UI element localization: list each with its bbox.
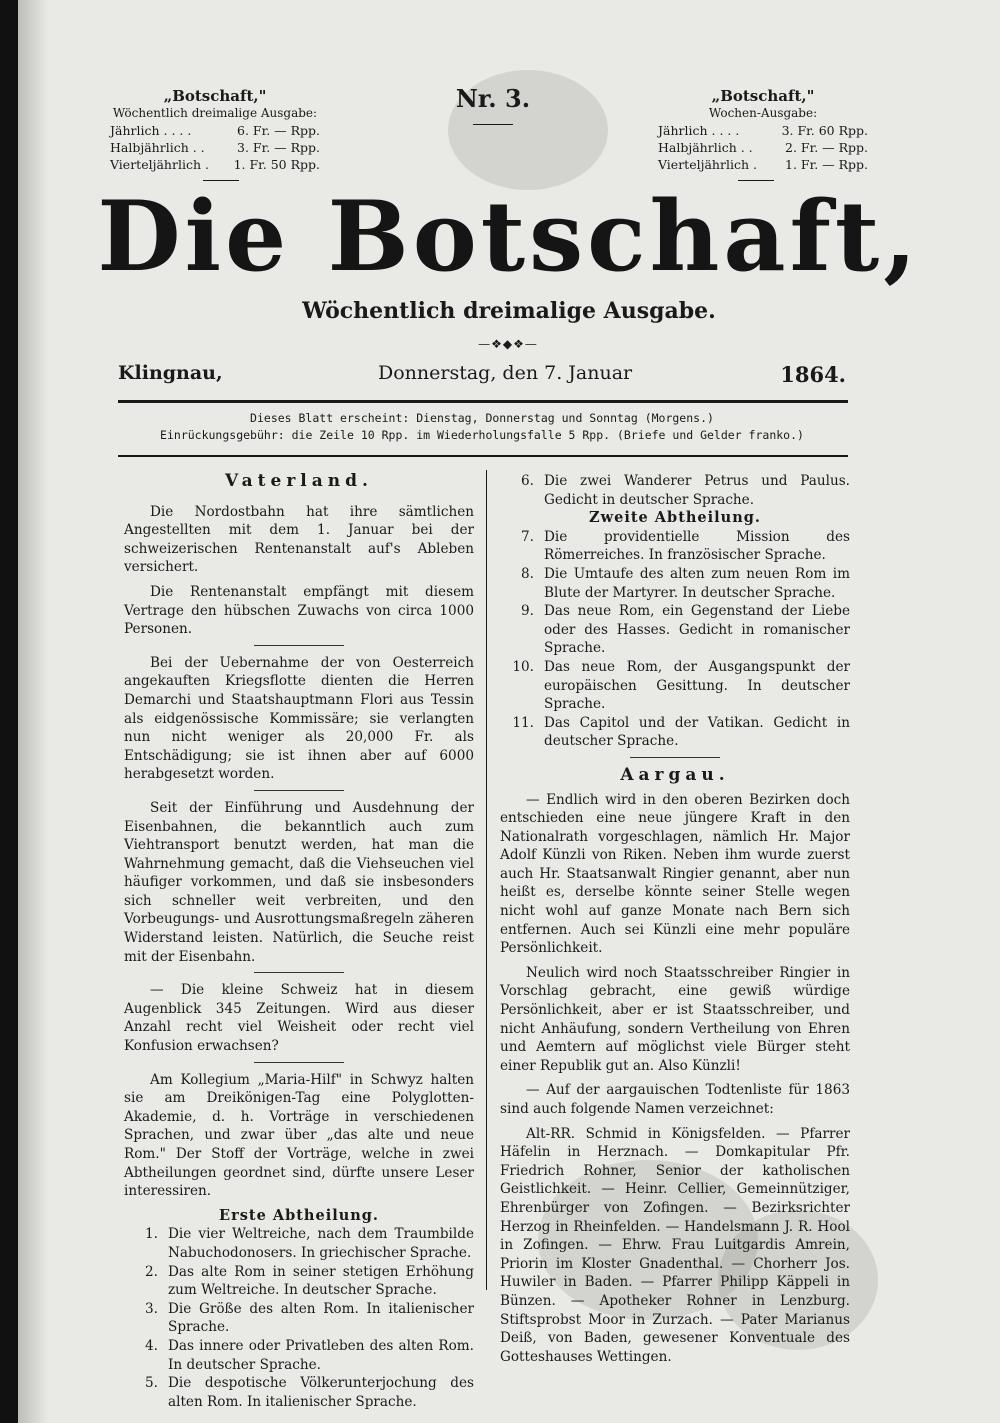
paragraph: — Die kleine Schweiz hat in diesem Augenblick 345 Zeitungen. Wird aus dieser Anzahl recht viel Weisheit oder recht viel Konfusion erwachsen? [124,982,474,1055]
price-row: Jährlich . . . . 6. Fr. — Rpp. [110,123,320,138]
subscription-title: „Botschaft," [711,87,815,105]
list-item: 9. Das neue Rom, ein Gegenstand der Liebe oder des Hasses. Gedicht in romanischer Sprache. [521,603,850,657]
info-line: Dieses Blatt erscheint: Dienstag, Donnerstag und Sonntag (Morgens.) [250,411,714,425]
masthead-subtitle: Wöchentlich dreimalige Ausgabe. [302,298,716,324]
separator [254,972,344,973]
paragraph: Die Rentenanstalt empfängt mit diesem Vertrage den hübschen Zuwachs von circa 1000 Personen. [124,583,474,638]
newspaper-page [18,0,1000,1423]
paragraph: Am Kollegium „Maria-Hilf" in Schwyz halten sie am Dreikönigen-Tag eine Polyglotten-Akademie, d. h. Vorträge in verschiedenen Sprachen, und zwar über „das alte und neue Rom." Der Stoff der Vorträge, welche in zwei Abtheilungen geordnet sind, dürfte unsere Leser interessiren. [124,1071,474,1200]
subscription-box-left [110,88,320,173]
bottom-rule [118,455,848,457]
lecture-list [500,528,850,751]
info-line: Einrückungsgebühr: die Zeile 10 Rpp. im Wiederholungsfalle 5 Rpp. (Briefe und Gelder franko.) [160,428,804,442]
column-rule [486,470,487,1290]
list-item: 6. Die zwei Wanderer Petrus und Paulus. Gedicht in deutscher Sprache. [521,473,850,508]
lecture-list [124,1225,474,1411]
subscription-subtitle: Wochen-Ausgabe: [708,106,818,120]
section-heading: Vaterland. [225,471,373,491]
price-row: Jährlich . . . . 3. Fr. 60 Rpp. [658,123,868,138]
section-heading: Aargau. [620,764,730,785]
lecture-list [500,472,850,509]
separator [254,645,344,646]
list-item: 3. Die Größe des alten Rom. In italienischer Sprache. [145,1300,474,1336]
subsection-heading: Erste Abtheilung. [219,1206,379,1224]
paragraph: Alt-RR. Schmid in Königsfelden. — Pfarrer Häfelin in Herznach. — Domkapitular Pfr. Friedrich Rohner, Senior der katholischen Geistlichkeit. — Heinr. Cellier, Gemeinnütziger, Ehrenbürger von Zofingen. — Bezirksrichter Herzog in Rheinfelden. — Handelsmann J. R. Hool in Zofingen. — Ehrw. Frau Luitgardis Amrein, Priorin im Kloster Gnadenthal. — Chorherr Jos. Huwiler in Baden. — Pfarrer Philipp Käppeli in Bünzen. — Apotheker Rohner in Lenzburg. Stiftsprobst Moor in Zurzach. — Pater Marianus Deiß, von Baden, gewesener Konventuale des Gotteshauses Wettingen. [500,1125,850,1365]
price-row: Vierteljährlich . 1. Fr. 50 Rpp. [110,157,320,172]
list-item: 8. Die Umtaufe des alten zum neuen Rom im Blute der Martyrer. In deutscher Sprache. [521,565,850,601]
paragraph: Bei der Uebernahme der von Oesterreich angekauften Kriegsflotte dienten die Herren Demarchi und Staatshauptmann Flori aus Tessin als eidgenössische Kommissäre; sie verlangten nun nicht weniger als 20,000 Fr. als Entschädigung; sie ist ihnen aber auf 6000 herabgesetzt worden. [124,654,474,783]
top-rule [118,400,848,403]
list-item: 2. Das alte Rom in seiner stetigen Erhöhung zum Weltreiche. In deutscher Sprache. [145,1263,474,1299]
price-row: Halbjährlich . . 2. Fr. — Rpp. [658,140,868,155]
separator [630,757,720,758]
paragraph: Neulich wird noch Staatsschreiber Ringier in Vorschlag gebracht, eine gewiß würdige Persönlichkeit, aber er ist Staatsschreiber, und nicht Anhäufung, sondern Vertheilung von Ehren und Aemtern auf möglichst viele Bürger steht einer Republik gut an. Also Künzli! [500,964,850,1074]
subscription-title: „Botschaft," [163,87,267,105]
paragraph: Seit der Einführung und Ausdehnung der Eisenbahnen, die bekanntlich auch zum Viehtransport benutzt werden, hat man die Wahrnehmung gemacht, daß die Viehseuchen viel häufiger vorkommen, und daß sie insbesonders sich schneller weit verbreiten, und den Vorbeugungs- und Ausrottungsmaßregeln zäheren Widerstand leisten. Natürlich, die Seuche reist mit der Eisenbahn. [124,799,474,965]
list-item: 11. Das Capitol und der Vatikan. Gedicht in deutscher Sprache. [512,714,850,750]
publication-info [118,410,846,444]
list-item: 7. Die providentielle Mission des Römerreiches. In französischer Sprache. [521,528,850,564]
price-row: Vierteljährlich . 1. Fr. — Rpp. [658,157,868,172]
paragraph: — Endlich wird in den oberen Bezirken doch entschieden eine neue jüngere Kraft in den Nationalrath vorgeschlagen, nämlich Hr. Major Adolf Künzli von Riken. Neben ihm wurde zuerst auch Hr. Staatsanwalt Ringier genannt, aber nun heißt es, derselbe könnte seiner Stelle wegen nicht wohl auf ganze Monate nach Bern sich entfernen. Auch sei Künzli eine mehr populäre Persönlichkeit. [500,791,850,957]
left-column [124,472,474,1417]
ornament: —❖◆❖— [478,337,538,351]
list-item: 4. Das innere oder Privatleben des alten Rom. In deutscher Sprache. [145,1337,474,1373]
list-item: 10. Das neue Rom, der Ausgangspunkt der europäischen Gesittung. In deutscher Sprache. [512,658,850,713]
divider [473,124,513,125]
paragraph: — Auf der aargauischen Todtenliste für 1863 sind auch folgende Namen verzeichnet: [500,1082,850,1117]
dateline-place: Klingnau, [118,362,223,384]
subscription-subtitle: Wöchentlich dreimalige Ausgabe: [112,106,318,120]
dateline-year: 1864. [780,362,846,387]
subscription-box-right [658,88,868,173]
price-row: Halbjährlich . . 3. Fr. — Rpp. [110,140,320,155]
dateline [118,362,846,388]
paragraph: Die Nordostbahn hat ihre sämtlichen Angestellten mit dem 1. Januar bei der schweizerischen Rentenanstalt auf's Ableben versichert. [124,503,474,576]
list-item: 5. Die despotische Völkerunterjochung des alten Rom. In italienischer Sprache. [145,1375,474,1410]
issue-number: Nr. 3. [455,84,531,113]
subsection-heading: Zweite Abtheilung. [589,509,761,527]
separator [254,1062,344,1063]
dateline-date: Donnerstag, den 7. Januar [378,362,633,384]
separator [254,790,344,791]
list-item: 1. Die vier Weltreiche, nach dem Traumbilde Nabuchodonosers. In griechischer Sprache. [145,1226,474,1261]
right-column [500,472,850,1372]
masthead-title: Die Botschaft, [97,180,921,293]
